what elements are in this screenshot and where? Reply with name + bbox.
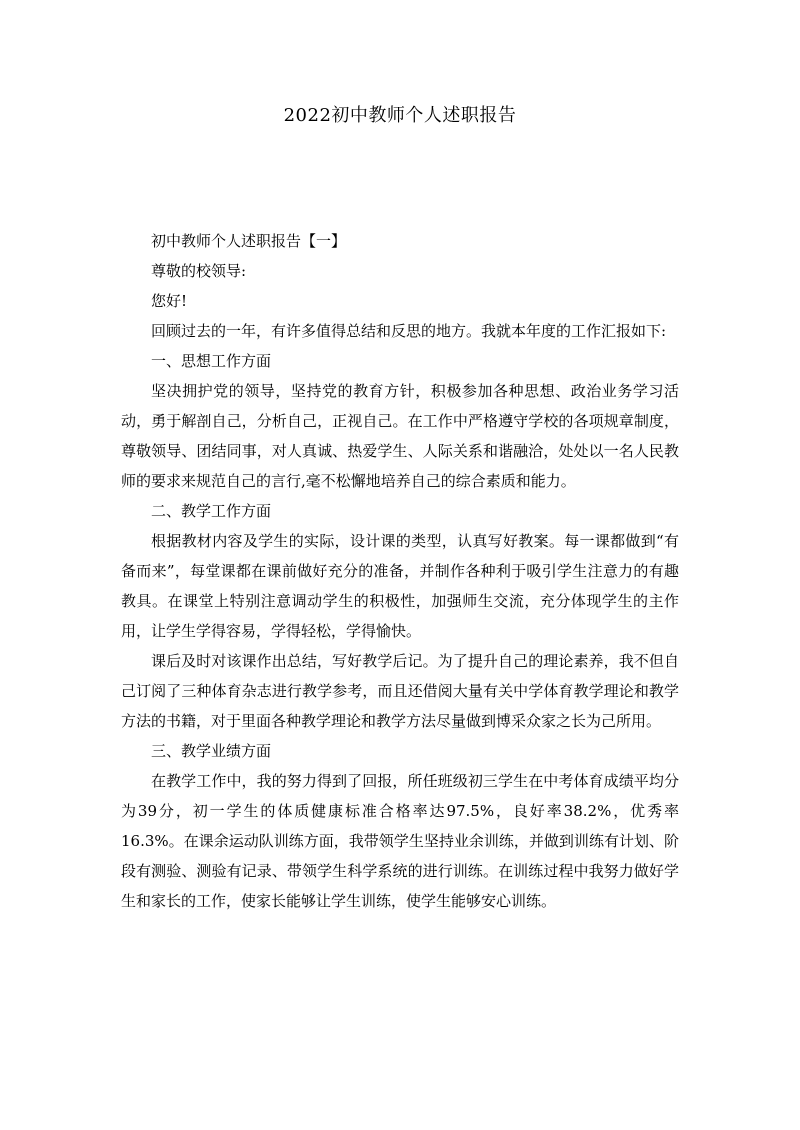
body-paragraph: 在教学工作中，我的努力得到了回报，所任班级初三学生在中考体育成绩平均分为39分，初一学生的体质健康标准合格率达97.5%，良好率38.2%，优秀率16.3%。在课余运动队训练方面，我带领学生坚持业余训练，并做到训练有计划、阶段有测验、测验有记录、带领学生科学系统的进行训练。在训练过程中我努力做好学生和家长的工作，使家长能够让学生训练，使学生能够安心训练。 xyxy=(121,772,679,910)
document-body xyxy=(121,226,679,916)
page-title: 2022初中教师个人述职报告 xyxy=(283,105,517,126)
section-heading: 一、思想工作方面 xyxy=(151,352,272,370)
section-heading: 初中教师个人述职报告【一】 xyxy=(151,232,347,250)
section-heading: 三、教学业绩方面 xyxy=(151,742,272,760)
intro-paragraph: 回顾过去的一年，有许多值得总结和反思的地方。我就本年度的工作汇报如下: xyxy=(151,322,667,340)
body-paragraph: 课后及时对该课作出总结，写好教学后记。为了提升自己的理论素养，我不但自己订阅了三种体育杂志进行教学参考，而且还借阅大量有关中学体育教学理论和教学方法的书籍，对于里面各种教学理论和教学方法尽量做到博采众家之长为己所用。 xyxy=(121,652,679,730)
body-paragraph: 坚决拥护党的领导，坚持党的教育方针，积极参加各种思想、政治业务学习活动，勇于解剖自己，分析自己，正视自己。在工作中严格遵守学校的各项规章制度，尊敬领导、团结同事，对人真诚、热爱学生、人际关系和谐融洽，处处以一名人民教师的要求来规范自己的言行,毫不松懈地培养自己的综合素质和能力。 xyxy=(121,382,679,490)
salutation: 尊敬的校领导: xyxy=(151,262,247,280)
greeting: 您好! xyxy=(151,292,188,310)
body-paragraph: 根据教材内容及学生的实际，设计课的类型，认真写好教案。每一课都做到“有备而来”，每堂课都在课前做好充分的准备，并制作各种利于吸引学生注意力的有趣教具。在课堂上特别注意调动学生的积极性，加强师生交流，充分体现学生的主作用，让学生学得容易，学得轻松，学得愉快。 xyxy=(121,532,679,640)
section-heading: 二、教学工作方面 xyxy=(151,502,272,520)
